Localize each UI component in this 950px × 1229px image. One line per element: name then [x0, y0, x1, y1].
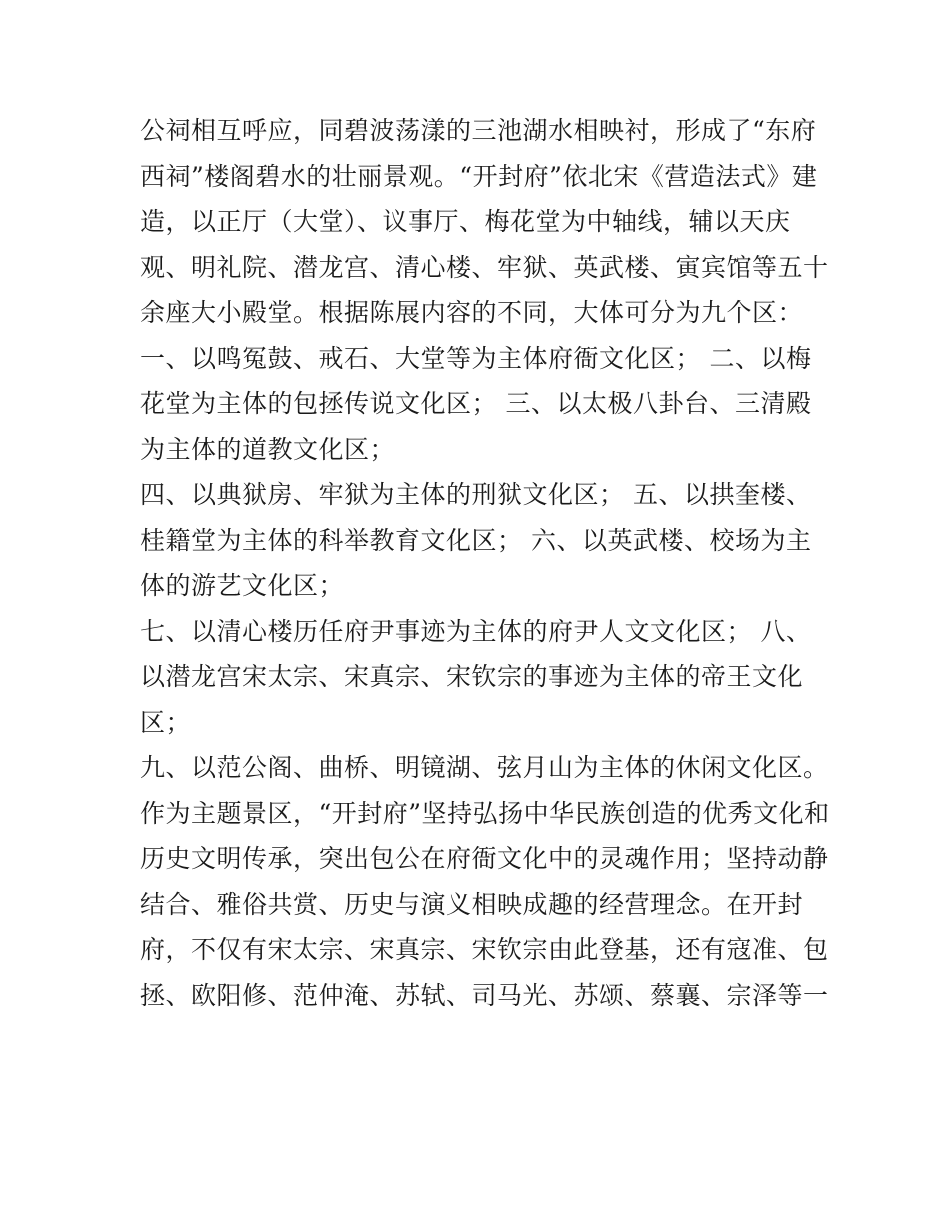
text-line: 府，不仅有宋太宗、宋真宗、宋钦宗由此登基，还有寇准、包: [140, 935, 829, 964]
text-line: 拯、欧阳修、范仲淹、苏轼、司马光、苏颂、蔡襄、宗泽等一: [140, 980, 829, 1010]
text-line: 四、以典狱房、牢狱为主体的刑狱文化区； 五、以拱奎楼、: [140, 480, 812, 509]
text-line: 以潜龙宫宋太宗、宋真宗、宋钦宗的事迹为主体的帝王文化: [140, 662, 804, 691]
text-line: 造，以正厅（大堂）、议事厅、梅花堂为中轴线，辅以天庆: [140, 207, 791, 236]
text-line: 结合、雅俗共赏、历史与演义相映成趣的经营理念。在开封: [140, 889, 804, 919]
text-line: 历史文明传承，突出包公在府衙文化中的灵魂作用；坚持动静: [140, 844, 829, 873]
text-line: 一、以鸣冤鼓、戒石、大堂等为主体府衙文化区； 二、以梅: [140, 343, 812, 373]
text-line: 观、明礼院、潜龙宫、清心楼、牢狱、英武楼、寅宾馆等五十: [140, 252, 829, 282]
text-line: 九、以范公阁、曲桥、明镜湖、弦月山为主体的休闲文化区。: [140, 753, 829, 782]
text-line: 余座大小殿堂。根据陈展内容的不同，大体可分为九个区：: [140, 298, 804, 327]
text-line: 体的游艺文化区；: [140, 571, 345, 600]
text-line: 花堂为主体的包拯传说文化区； 三、以太极八卦台、三清殿: [140, 389, 812, 418]
text-line: 西祠”楼阁碧水的壮丽景观。“开封府”依北宋《营造法式》建: [140, 161, 818, 191]
text-line: 公祠相互呼应，同碧波荡漾的三池湖水相映衬，形成了“东府: [140, 116, 817, 145]
text-line: 作为主题景区，“开封府”坚持弘扬中华民族创造的优秀文化和: [140, 798, 830, 828]
text-line: 桂籍堂为主体的科举教育文化区； 六、以英武楼、校场为主: [140, 525, 812, 555]
text-line: 七、以清心楼历任府尹事迹为主体的府尹人文文化区； 八、: [140, 616, 812, 646]
document-body: [140, 108, 830, 1018]
text-line: 为主体的道教文化区；: [140, 434, 396, 464]
text-line: 区；: [140, 707, 192, 737]
